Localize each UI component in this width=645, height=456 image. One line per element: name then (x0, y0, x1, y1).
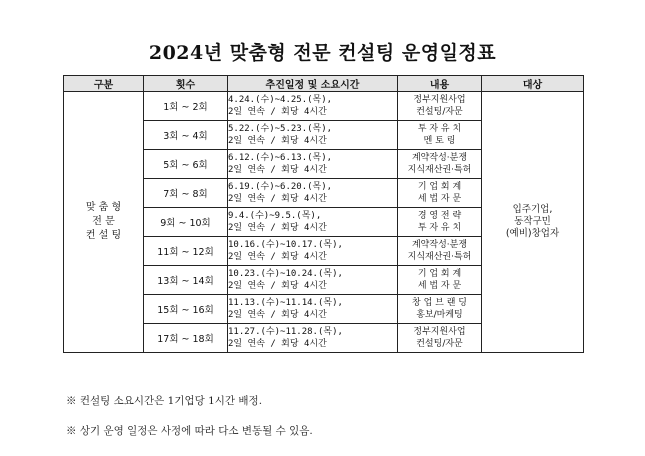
content-cell (398, 266, 482, 295)
schedule-line: 10.16.(수)~10.17.(목), (228, 240, 343, 250)
header-schedule: 추진일정 및 소요시간 (228, 76, 398, 92)
content-line: 멘 토 링 (423, 136, 456, 146)
target-cell (482, 92, 584, 353)
round-cell: 3회 ~ 4회 (144, 121, 228, 150)
content-line: 계약작성·분쟁 (411, 153, 468, 163)
category-text: 맞 춤 형 (85, 202, 122, 213)
content-line: 컨설팅/자문 (416, 107, 463, 117)
schedule-line: 2일 연속 / 회당 4시간 (228, 252, 327, 262)
content-cell (398, 179, 482, 208)
round-cell: 9회 ~ 10회 (144, 208, 228, 237)
content-line: 투 자 유 치 (417, 223, 462, 233)
schedule-cell (228, 324, 398, 353)
schedule-cell (228, 121, 398, 150)
round-cell: 13회 ~ 14회 (144, 266, 228, 295)
content-line: 컨설팅/자문 (416, 339, 463, 349)
round-cell: 5회 ~ 6회 (144, 150, 228, 179)
schedule-cell (228, 237, 398, 266)
note-schedule-change: ※ 상기 운영 일정은 사정에 따라 다소 변동될 수 있음. (66, 425, 313, 437)
schedule-line: 2일 연속 / 회당 4시간 (228, 165, 327, 175)
table-header-row (64, 76, 584, 92)
schedule-line: 2일 연속 / 회당 4시간 (228, 136, 327, 146)
schedule-line: 11.13.(수)~11.14.(목), (228, 298, 343, 308)
content-cell (398, 324, 482, 353)
note-consulting-time: ※ 컨설팅 소요시간은 1기업당 1시간 배정. (66, 395, 263, 407)
round-cell: 15회 ~ 16회 (144, 295, 228, 324)
schedule-line: 6.12.(수)~6.13.(목), (228, 153, 333, 163)
content-line: 세 법 자 문 (417, 194, 462, 204)
schedule-table (63, 75, 584, 353)
schedule-line: 2일 연속 / 회당 4시간 (228, 223, 327, 233)
schedule-cell (228, 208, 398, 237)
schedule-line: 2일 연속 / 회당 4시간 (228, 310, 327, 320)
content-line: 정부지원사업 (413, 327, 466, 337)
schedule-line: 11.27.(수)~11.28.(목), (228, 327, 343, 337)
content-cell (398, 150, 482, 179)
target-text: 동작구민 (514, 216, 551, 227)
content-cell (398, 208, 482, 237)
header-category: 구분 (64, 76, 144, 92)
round-cell: 11회 ~ 12회 (144, 237, 228, 266)
category-text: 전 문 (92, 216, 115, 227)
content-line: 기 업 회 계 (417, 269, 462, 279)
schedule-cell (228, 266, 398, 295)
schedule-line: 4.24.(수)~4.25.(목), (228, 95, 333, 105)
schedule-line: 2일 연속 / 회당 4시간 (228, 107, 327, 117)
content-line: 경 영 전 략 (417, 211, 462, 221)
schedule-line: 9.4.(수)~9.5.(목), (228, 211, 322, 221)
header-round: 횟수 (144, 76, 228, 92)
round-cell: 7회 ~ 8회 (144, 179, 228, 208)
target-text: 입주기업, (512, 204, 553, 215)
schedule-cell (228, 295, 398, 324)
round-cell: 1회 ~ 2회 (144, 92, 228, 121)
content-line: 창 업 브 랜 딩 (412, 298, 467, 308)
page-title: 2024년 맞춤형 전문 컨설팅 운영일정표 (148, 42, 497, 64)
content-line: 정부지원사업 (413, 95, 466, 105)
content-line: 세 법 자 문 (417, 281, 462, 291)
content-line: 투 자 유 치 (417, 124, 462, 134)
table-row (64, 92, 584, 121)
category-cell (64, 92, 144, 353)
schedule-cell (228, 150, 398, 179)
category-text: 컨 설 팅 (85, 230, 122, 241)
content-cell (398, 121, 482, 150)
content-line: 계약작성·분쟁 (411, 240, 468, 250)
schedule-line: 2일 연속 / 회당 4시간 (228, 194, 327, 204)
schedule-line: 2일 연속 / 회당 4시간 (228, 281, 327, 291)
schedule-cell (228, 92, 398, 121)
content-line: 지식재산권·특허 (407, 165, 472, 175)
round-cell: 17회 ~ 18회 (144, 324, 228, 353)
header-target: 대상 (482, 76, 584, 92)
schedule-line: 5.22.(수)~5.23.(목), (228, 124, 333, 134)
content-cell (398, 237, 482, 266)
schedule-cell (228, 179, 398, 208)
schedule-line: 6.19.(수)~6.20.(목), (228, 182, 333, 192)
content-line: 기 업 회 계 (417, 182, 462, 192)
schedule-line: 2일 연속 / 회당 4시간 (228, 339, 327, 349)
content-cell (398, 295, 482, 324)
header-content: 내용 (398, 76, 482, 92)
content-line: 홍보/마케팅 (416, 310, 463, 320)
content-cell (398, 92, 482, 121)
target-text: (예비)창업자 (505, 228, 560, 239)
schedule-line: 10.23.(수)~10.24.(목), (228, 269, 343, 279)
content-line: 지식재산권·특허 (407, 252, 472, 262)
